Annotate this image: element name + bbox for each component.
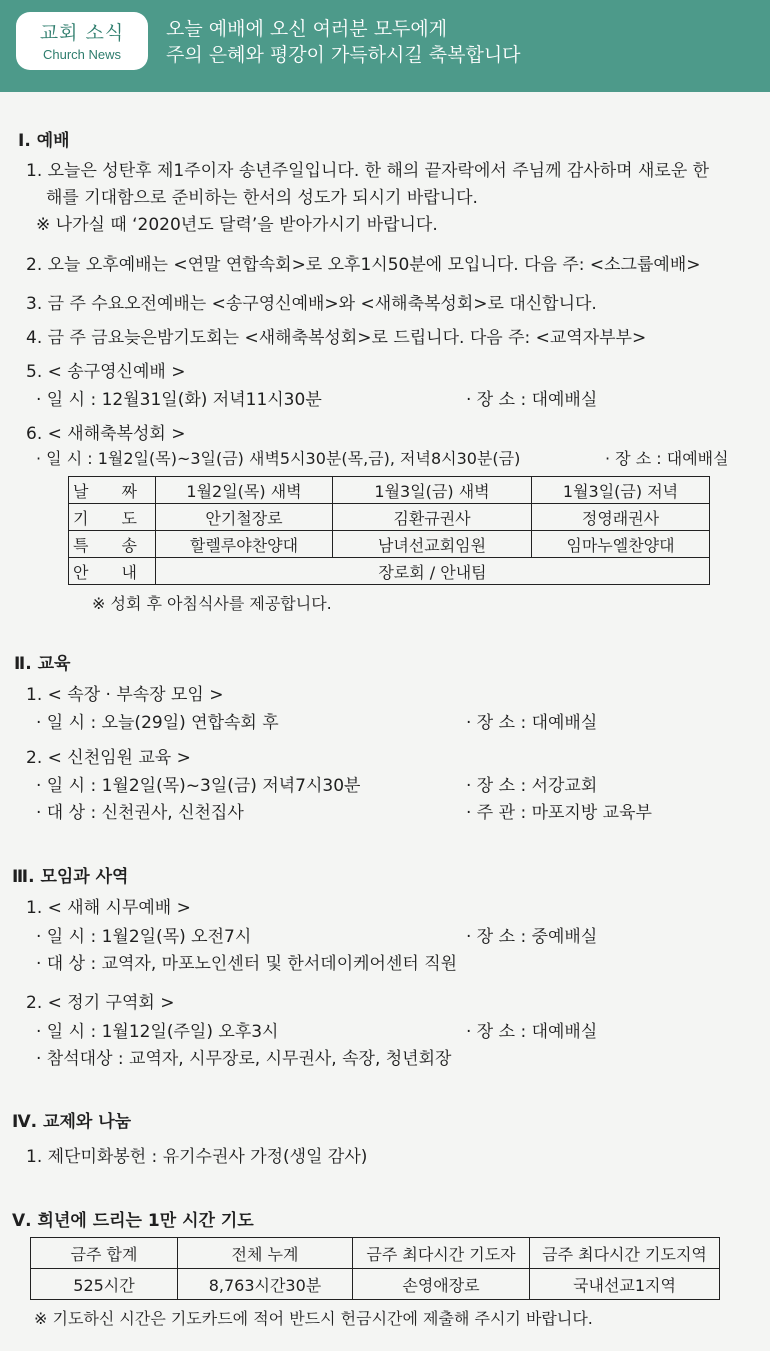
- table-cell: 손영애장로: [353, 1269, 530, 1300]
- worship-item5-place: · 장 소 : 대예배실: [466, 390, 598, 410]
- table-cell: 임마누엘찬양대: [532, 531, 710, 558]
- worship-item4: 4. 금 주 금요늦은밤기도회는 <새해축복성회>로 드립니다. 다음 주: <교역자부부>: [26, 328, 647, 348]
- table-cell: 525시간: [31, 1269, 178, 1300]
- table-cell: 안 내: [69, 558, 156, 585]
- table-cell: 특 송: [69, 531, 156, 558]
- section-prayer-title: Ⅴ. 희년에 드리는 1만 시간 기도: [12, 1211, 254, 1231]
- table-cell: 8,763시간30분: [178, 1269, 353, 1300]
- worship-item1-line1: 1. 오늘은 성탄후 제1주이자 송년주일입니다. 한 해의 끝자락에서 주님께 감사하며 새로운 한: [26, 161, 710, 181]
- table-cell: 국내선교1지역: [530, 1269, 720, 1300]
- table-cell: 기 도: [69, 504, 156, 531]
- header-banner: [0, 0, 770, 92]
- table-cell: 할렐루야찬양대: [156, 531, 333, 558]
- education-item1-place: · 장 소 : 대예배실: [466, 713, 598, 733]
- table-row: [31, 1238, 720, 1269]
- table-cell: 1월3일(금) 새벽: [333, 477, 532, 504]
- table-cell: 김환규권사: [333, 504, 532, 531]
- ministry-item2-place: · 장 소 : 대예배실: [466, 1022, 598, 1042]
- ministry-item2-target: · 참석대상 : 교역자, 시무장로, 시무권사, 속장, 청년회장: [36, 1049, 452, 1069]
- ministry-item1-time: · 일 시 : 1월2일(목) 오전7시: [36, 927, 252, 947]
- table-cell: 날 짜: [69, 477, 156, 504]
- badge-title: 교회 소식: [39, 22, 125, 44]
- education-item1-time: · 일 시 : 오늘(29일) 연합속회 후: [36, 713, 279, 733]
- ministry-item1-place: · 장 소 : 중예배실: [466, 927, 598, 947]
- table-cell: 안기철장로: [156, 504, 333, 531]
- table-cell: 1월2일(목) 새벽: [156, 477, 333, 504]
- badge-subtitle: Church News: [42, 47, 122, 62]
- worship-item5-title: 5. < 송구영신예배 >: [26, 362, 186, 382]
- education-item2-target: · 대 상 : 신천권사, 신천집사: [36, 803, 244, 823]
- section-worship-title: Ⅰ. 예배: [18, 131, 70, 151]
- worship-item3: 3. 금 주 수요오전예배는 <송구영신예배>와 <새해축복성회>로 대신합니다.: [26, 294, 597, 314]
- worship-item1-note: ※ 나가실 때 ‘2020년도 달력’을 받아가시기 바랍니다.: [36, 215, 438, 235]
- worship-item2: 2. 오늘 오후예배는 <연말 연합속회>로 오후1시50분에 모입니다. 다음 주: <소그룹예배>: [26, 255, 701, 275]
- revival-schedule-table: [68, 476, 710, 585]
- education-item2-host: · 주 관 : 마포지방 교육부: [466, 803, 652, 823]
- worship-item6-title: 6. < 새해축복성회 >: [26, 424, 186, 444]
- worship-item1-line2: 해를 기대함으로 준비하는 한서의 성도가 되시기 바랍니다.: [46, 188, 478, 208]
- ministry-item2-title: 2. < 정기 구역회 >: [26, 993, 175, 1013]
- ministry-item1-target: · 대 상 : 교역자, 마포노인센터 및 한서데이케어센터 직원: [36, 954, 458, 974]
- table-cell: 1월3일(금) 저녁: [532, 477, 710, 504]
- education-item2-place: · 장 소 : 서강교회: [466, 776, 598, 796]
- table-row: [69, 558, 710, 585]
- table-row: [69, 477, 710, 504]
- ministry-item2-time: · 일 시 : 1월12일(주일) 오후3시: [36, 1022, 279, 1042]
- section-education-title: Ⅱ. 교육: [14, 654, 71, 674]
- table-cell: 장로회 / 안내팀: [156, 558, 710, 585]
- section-fellowship-title: Ⅳ. 교제와 나눔: [12, 1112, 132, 1132]
- education-item1-title: 1. < 속장 · 부속장 모임 >: [26, 685, 224, 705]
- table-row: [31, 1269, 720, 1300]
- table-cell: 남녀선교회임원: [333, 531, 532, 558]
- section-ministry-title: Ⅲ. 모임과 사역: [12, 867, 129, 887]
- table-cell: 정영래권사: [532, 504, 710, 531]
- greeting-line-2: 주의 은혜와 평강이 가득하시길 축복합니다: [166, 44, 521, 66]
- prayer-hours-table: [30, 1237, 720, 1300]
- table-header-cell: 금주 최다시간 기도지역: [530, 1238, 720, 1269]
- greeting-message: [166, 16, 521, 68]
- worship-item5-time: · 일 시 : 12월31일(화) 저녁11시30분: [36, 390, 322, 410]
- table-row: [69, 504, 710, 531]
- table-header-cell: 금주 합계: [31, 1238, 178, 1269]
- greeting-line-1: 오늘 예배에 오신 여러분 모두에게: [166, 18, 448, 40]
- table-header-cell: 전체 누계: [178, 1238, 353, 1269]
- prayer-note: ※ 기도하신 시간은 기도카드에 적어 반드시 헌금시간에 제출해 주시기 바랍니다.: [34, 1309, 593, 1328]
- table-header-cell: 금주 최다시간 기도자: [353, 1238, 530, 1269]
- fellowship-item1: 1. 제단미화봉헌 : 유기수권사 가정(생일 감사): [26, 1147, 368, 1167]
- table-row: [69, 531, 710, 558]
- education-item2-time: · 일 시 : 1월2일(목)~3일(금) 저녁7시30분: [36, 776, 361, 796]
- worship-item6-note: ※ 성회 후 아침식사를 제공합니다.: [92, 594, 332, 613]
- church-news-badge: [16, 12, 148, 70]
- education-item2-title: 2. < 신천임원 교육 >: [26, 748, 191, 768]
- worship-item6-time: · 일 시 : 1월2일(목)~3일(금) 새벽5시30분(목,금), 저녁8시30분(금): [36, 449, 521, 468]
- ministry-item1-title: 1. < 새해 시무예배 >: [26, 898, 191, 918]
- worship-item6-place: · 장 소 : 대예배실: [605, 449, 729, 468]
